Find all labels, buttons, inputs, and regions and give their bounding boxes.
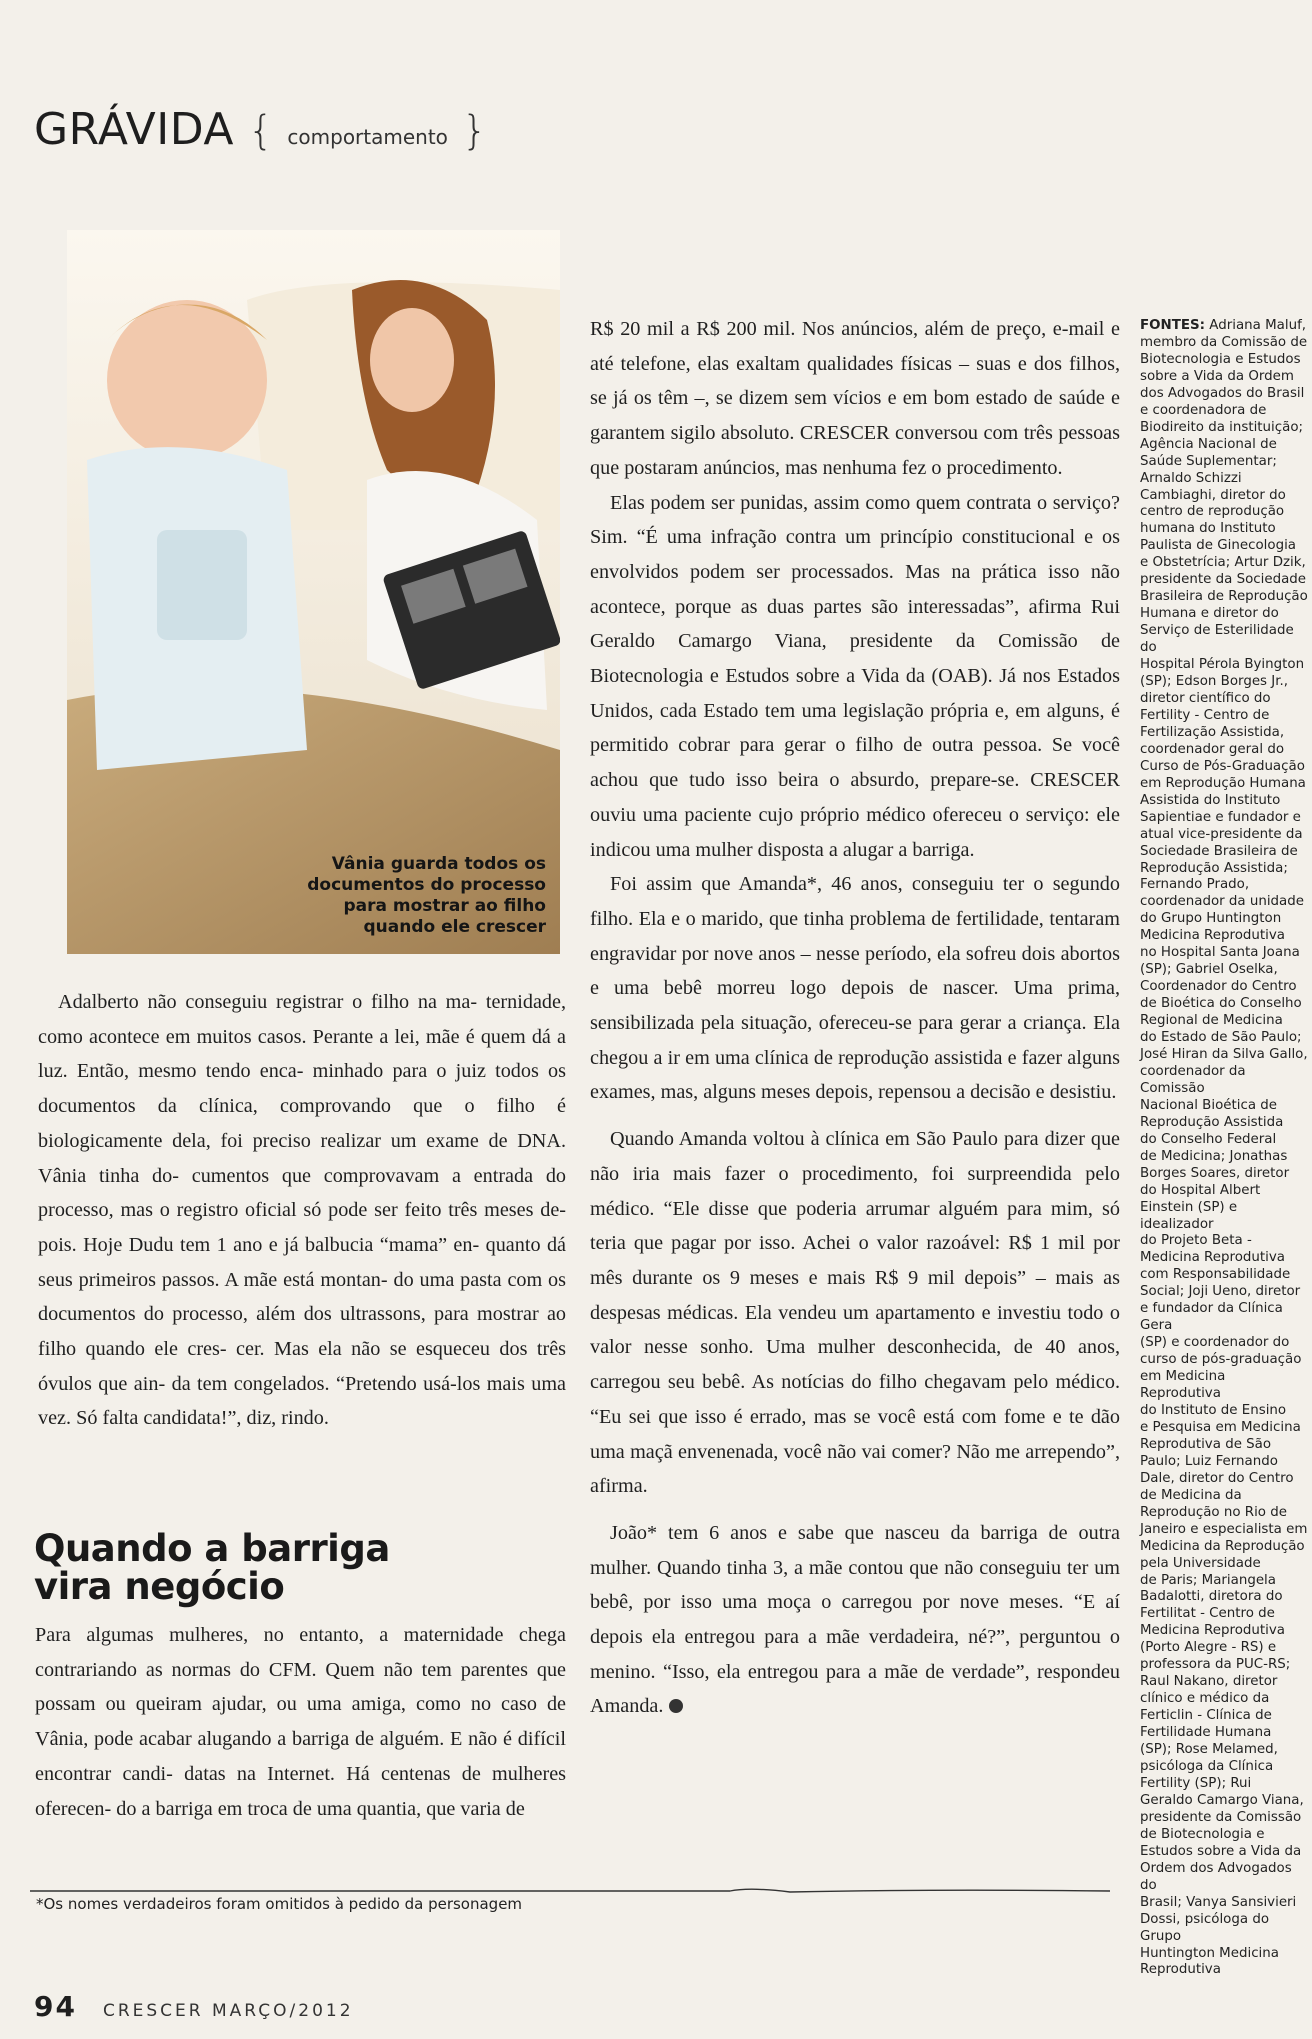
sources-line: no Hospital Santa Joana	[1140, 945, 1300, 961]
sources-line: psicóloga da Clínica	[1140, 1759, 1274, 1775]
paragraph-mulheres: Para algumas mulheres, no entanto, a maternidade chega contrariando as normas do CFM. Quem não tem parentes que possam ou queiram ajudar, ou uma amiga, como no caso de Vânia, pode acabar alugando a barriga de alguém. E não é difícil encontrar candi- datas na Internet. Há centenas de mulheres oferecen- do a barriga em troca de uma quantia, que varia de	[35, 1624, 567, 1820]
sources-line: e Obstetrícia; Artur Dzik,	[1140, 555, 1306, 571]
sources-line: José Hiran da Silva Gallo,	[1140, 1046, 1308, 1062]
sources-line: e coordenadora de	[1140, 402, 1267, 418]
sources-line: Janeiro e especialista em	[1140, 1521, 1308, 1537]
sources-line: Humana e diretor do	[1140, 606, 1279, 622]
paragraph: Quando Amanda voltou à clínica em São Paulo para dizer que não iria mais fazer o procedimento, foi surpreendida pelo médico. “Ele disse que poderia arrumar alguém para mim, só teria que pagar por isso. Achei o valor razoável: R$ 1 mil por mês durante os 9 meses e mais R$ 9 mil depois” – mais as despesas médicas. Ela vendeu um apartamento e investiu todo o valor nesse sonho. Uma mulher desconhecida, de 40 anos, carregou seu bebê. As notícias do filho chegavam pelo médico. “Eu sei que isso é errado, mas se você está com fome e te dão uma maçã envenenada, você não vai comer? Não me arrependo”, afirma.	[590, 1128, 1120, 1498]
sources-line: Geraldo Camargo Viana,	[1140, 1792, 1304, 1808]
sources-line: Estudos sobre a Vida da	[1140, 1843, 1302, 1859]
section-title: GRÁVIDA	[34, 104, 234, 155]
article-photo	[67, 230, 560, 954]
sources-line: do Projeto Beta -	[1140, 1233, 1252, 1249]
sources-line: (SP) e coordenador do	[1140, 1335, 1290, 1351]
paragraph: R$ 20 mil a R$ 200 mil. Nos anúncios, além de preço, e-mail e até telefone, elas exaltam qualidades físicas – suas e dos filhos, se já os têm –, se dizem sem vícios e em bom estado de saúde e garantem sigilo absoluto. CRESCER conversou com três pessoas que postaram anúncios, mas nenhuma fez o procedimento.	[590, 318, 1120, 479]
sources-line: presidente da Sociedade	[1140, 572, 1307, 588]
sources-line: Medicina Reprodutiva	[1140, 1250, 1285, 1266]
photo-caption: Vânia guarda todos os documentos do processo para mostrar ao filho quando ele crescer	[307, 854, 546, 937]
sources-line: Ordem dos Advogados do	[1140, 1860, 1292, 1893]
sources-line: Social; Joji Ueno, diretor	[1140, 1284, 1301, 1300]
sources-line: Cambiaghi, diretor do	[1140, 487, 1286, 503]
sources-line: Arnaldo Schizzi	[1140, 470, 1242, 486]
sources-line: Fernando Prado,	[1140, 877, 1250, 893]
article-column-2	[590, 312, 1120, 1724]
sources-line: Curso de Pós-Graduação	[1140, 758, 1305, 774]
sources-line: com Responsabilidade	[1140, 1267, 1291, 1283]
sources-line: pela Universidade	[1140, 1555, 1261, 1571]
sources-line: humana do Instituto	[1140, 521, 1276, 537]
sources-line: Paulista de Ginecologia	[1140, 538, 1297, 554]
brace-open: {	[247, 108, 274, 154]
sources-line: Reprodução no Rio de	[1140, 1504, 1287, 1520]
sources-line: Agência Nacional de	[1140, 436, 1277, 452]
sources-line: Badalotti, diretora do	[1140, 1589, 1283, 1605]
paragraph: João* tem 6 anos e sabe que nasceu da barriga de outra mulher. Quando tinha 3, a mãe contou que não conseguiu ter um bebê, por isso uma moça o carregou por nove meses. “E aí depois ela entregou para a mãe verdadeira, né?”, perguntou o menino. “Isso, ela entregou para a mãe de verdade”, respondeu Amanda.	[590, 1521, 1120, 1718]
sources-line: Fertility (SP); Rui	[1140, 1775, 1252, 1791]
sources-line: sobre a Vida da Ordem	[1140, 368, 1294, 384]
brace-close: }	[461, 108, 488, 154]
section-header	[34, 104, 487, 155]
paragraph: Foi assim que Amanda*, 46 anos, conseguiu ter o segundo filho. Ela e o marido, que tinha problema de fertilidade, tentaram engravidar por nove anos – nesse período, ela sofreu dois abortos e uma bebê morreu logo depois de nascer. Uma prima, sensibilizada pela situação, ofereceu-se para gerar a criança. Ela chegou a ir em uma clínica de reprodução assistida e fazer alguns exames, mas, alguns meses depois, repensou a decisão e desistiu.	[590, 873, 1120, 1104]
sources-line: (SP); Edson Borges Jr.,	[1140, 674, 1289, 690]
sources-line: em Reprodução Humana	[1140, 775, 1306, 791]
sources-line: Regional de Medicina	[1140, 1013, 1283, 1029]
article-column-1	[38, 985, 566, 1436]
sources-line: Sapientiae e fundador e	[1140, 809, 1301, 825]
paragraph-adalberto: Adalberto não conseguiu registrar o filho na ma- ternidade, como acontece em muitos casos. Perante a lei, mãe é quem dá a luz. Então, mesmo tendo enca- minhado para o juiz todos os documentos da clínica, comprovando que o filho é biologicamente dela, foi preciso realizar um exame de DNA. Vânia tinha do- cumentos que comprovavam a entrada do processo, mas o registro oficial só pode ser feito três meses de- pois. Hoje Dudu tem 1 ano e já balbucia “mama” en- quanto dá seus primeiros passos. A mãe está montan- do uma pasta com os documentos do processo, além dos ultrassons, para mostrar ao filho quando ele cres- cer. Mas ela não se esqueceu dos três óvulos que ain- da tem congelados. “Pretendo usá-los mais uma vez. Só falta candidata!”, diz, rindo.	[38, 991, 567, 1430]
sources-line: Borges Soares, diretor	[1140, 1165, 1290, 1181]
sources-line: clínico e médico da	[1140, 1691, 1270, 1707]
sources-line: Reprodução Assistida;	[1140, 860, 1288, 876]
sources-line: Adriana Maluf,	[1209, 318, 1307, 333]
sources-line: professora da PUC-RS;	[1140, 1657, 1291, 1673]
sources-line: Nacional Bioética de	[1140, 1097, 1278, 1113]
sources-line: Dale, diretor do Centro	[1140, 1470, 1294, 1486]
footnote: *Os nomes verdadeiros foram omitidos à pedido da personagem	[36, 1895, 523, 1913]
sources-line: Fertility - Centro de	[1140, 707, 1270, 723]
sources-line: atual vice-presidente da	[1140, 826, 1303, 842]
sources-line: Assistida do Instituto	[1140, 792, 1281, 808]
sources-line: Raul Nakano, diretor	[1140, 1674, 1278, 1690]
sources-line: Paulo; Luiz Fernando	[1140, 1453, 1278, 1469]
sources-line: (Porto Alegre - RS) e	[1140, 1640, 1277, 1656]
sources-line: Medicina Reprodutiva	[1140, 928, 1285, 944]
sources-line: de Medicina da	[1140, 1487, 1242, 1503]
sources-line: Fertilização Assistida,	[1140, 724, 1285, 740]
sources-line: do Hospital Albert	[1140, 1182, 1261, 1198]
sources-line: Saúde Suplementar;	[1140, 453, 1277, 469]
page-number: 94	[34, 1990, 77, 2023]
sources-line: e Pesquisa em Medicina	[1140, 1419, 1301, 1435]
sources-line: Ferticlin - Clínica de	[1140, 1708, 1272, 1724]
sources-line: (SP); Gabriel Oselka,	[1140, 962, 1278, 978]
sources-sidebar	[1140, 318, 1308, 1979]
sources-line: Medicina Reprodutiva	[1140, 1623, 1285, 1639]
sources-line: diretor científico do	[1140, 690, 1271, 706]
sources-line: presidente da Comissão	[1140, 1809, 1302, 1825]
magazine-issue: CRESCER MARÇO/2012	[102, 2001, 354, 2021]
sources-line: coordenador da Comissão	[1140, 1063, 1246, 1096]
sources-line: Biotecnologia e Estudos	[1140, 351, 1301, 367]
sources-line: do Estado de São Paulo;	[1140, 1030, 1302, 1046]
sources-line: Dossi, psicóloga do Grupo	[1140, 1911, 1270, 1944]
sources-line: Reprodutiva	[1140, 1962, 1221, 1978]
sources-line: de Bioética do Conselho	[1140, 996, 1302, 1012]
sources-line: Huntington Medicina	[1140, 1945, 1279, 1961]
section-subtitle: comportamento	[287, 125, 448, 149]
sources-line: do Conselho Federal	[1140, 1131, 1277, 1147]
sources-line: (SP); Rose Melamed,	[1140, 1742, 1278, 1758]
sources-line: dos Advogados do Brasil	[1140, 385, 1305, 401]
sources-label: FONTES:	[1140, 318, 1206, 333]
sources-line: e fundador da Clínica Gera	[1140, 1301, 1283, 1334]
end-mark-icon	[669, 1699, 683, 1713]
photo-illustration	[67, 230, 560, 954]
sources-line: Coordenador do Centro	[1140, 979, 1297, 995]
section-heading: Quando a barriga vira negócio	[34, 1527, 390, 1608]
sources-line: Sociedade Brasileira de	[1140, 843, 1298, 859]
sources-line: Fertilitat - Centro de	[1140, 1606, 1275, 1622]
sources-line: de Paris; Mariangela	[1140, 1572, 1276, 1588]
folio	[34, 1990, 354, 2023]
sources-line: em Medicina Reprodutiva	[1140, 1369, 1226, 1402]
sources-line: coordenador geral do	[1140, 741, 1285, 757]
sources-line: Biodireito da instituição;	[1140, 419, 1304, 435]
sources-line: do Grupo Huntington	[1140, 911, 1282, 927]
sources-line: centro de reprodução	[1140, 504, 1285, 520]
sources-line: Medicina da Reprodução	[1140, 1538, 1305, 1554]
sources-text	[1140, 318, 1308, 1979]
sources-line: Hospital Pérola Byington	[1140, 657, 1305, 673]
sources-line: Reprodução Assistida	[1140, 1114, 1284, 1130]
sources-line: curso de pós-graduação	[1140, 1352, 1302, 1368]
sources-line: Reprodutiva de São	[1140, 1436, 1272, 1452]
sources-line: Brasil; Vanya Sansivieri	[1140, 1894, 1297, 1910]
sources-line: Einstein (SP) e idealizador	[1140, 1199, 1238, 1232]
paragraph: Elas podem ser punidas, assim como quem contrata o serviço? Sim. “É uma infração contra um princípio constitucional e os envolvidos podem ser processados. Mas na prática isso não acontece, porque as duas partes são interessadas”, afirma Rui Geraldo Camargo Viana, presidente da Comissão de Biotecnologia e Estudos sobre a Vida da (OAB). Já nos Estados Unidos, cada Estado tem uma legislação própria e, em alguns, é permitido cobrar para gerar o filho de outra pessoa. Se você achou que tudo isso beira o absurdo, prepare-se. CRESCER ouviu uma paciente cujo próprio médico ofereceu o serviço: ele indicou uma mulher disposta a alugar a barriga.	[590, 491, 1120, 861]
sources-line: de Medicina; Jonathas	[1140, 1148, 1288, 1164]
sources-line: Serviço de Esterilidade do	[1140, 623, 1294, 656]
sources-line: do Instituto de Ensino	[1140, 1403, 1287, 1418]
article-column-1-bottom	[35, 1618, 566, 1826]
sources-line: membro da Comissão de	[1140, 334, 1308, 350]
sources-line: Brasileira de Reprodução	[1140, 589, 1308, 605]
sources-line: de Biotecnologia e	[1140, 1826, 1265, 1842]
sources-line: Fertilidade Humana	[1140, 1725, 1272, 1741]
sources-line: coordenador da unidade	[1140, 894, 1305, 910]
